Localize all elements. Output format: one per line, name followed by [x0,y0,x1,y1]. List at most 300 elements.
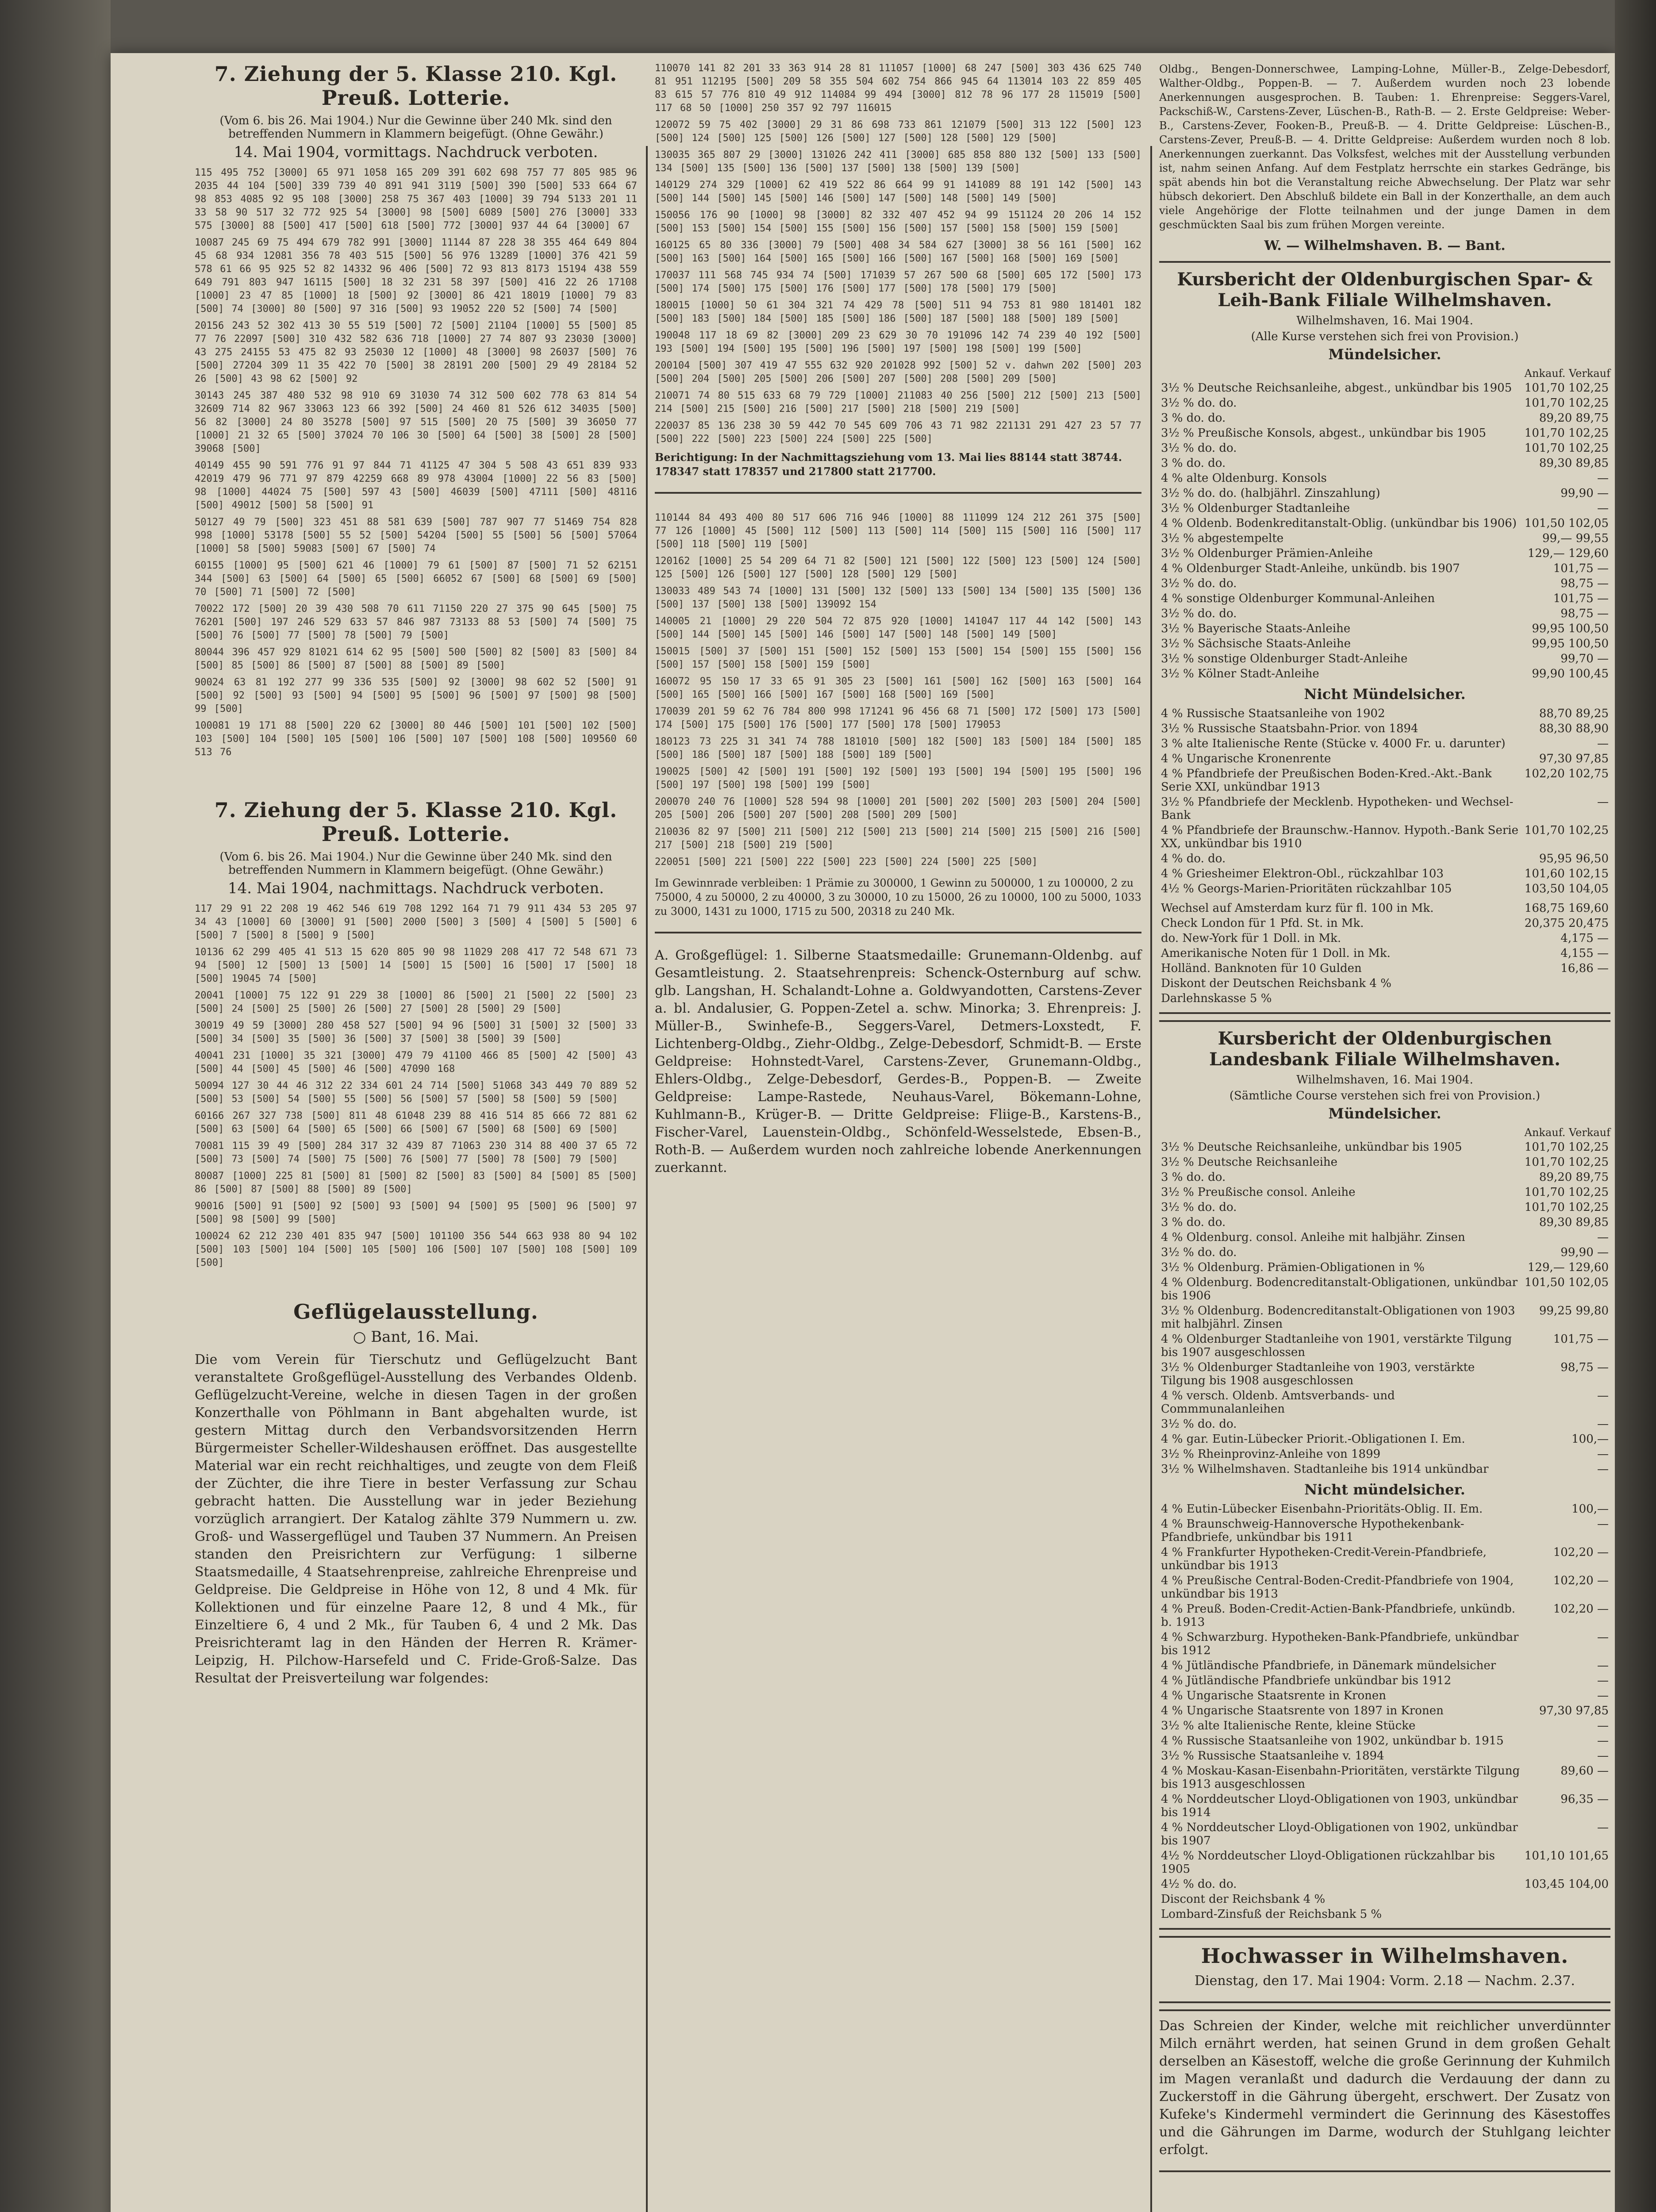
kurs-row-label: 3½ % Kölner Stadt-Anleihe [1161,667,1319,680]
colB-block: 180015 [1000] 50 61 304 321 74 429 78 [500] 511 94 753 81 980 181401 182 [500] 183 [500] 184 [500] 185 [500] 186 [500] 187 [500] 188 [500] 189 [500] [655,300,1141,324]
kurs-row-label: 4 % sonstige Oldenburger Kommunal-Anleihen [1161,592,1435,605]
kurs1-date: Wilhelmshaven, 16. Mai 1904. [1296,314,1473,327]
kurs2-note: (Sämtliche Course verstehen sich frei von Provision.) [1229,1089,1541,1102]
kurs-row [1159,1155,1610,1170]
kurs-row [1159,1140,1610,1155]
kurs-row-label: Holländ. Banknoten für 10 Gulden [1161,962,1362,975]
kurs-row-label: 4 % alte Oldenburg. Konsols [1161,472,1327,485]
kurs-row-label: 4 % Ungarische Staatsrente in Kronen [1161,1689,1387,1702]
kurs-row-value: 99,95 100,50 [1532,637,1609,650]
kurs-row [1159,501,1610,516]
kurs-row-label: 3½ % Preußische consol. Anleihe [1161,1186,1356,1199]
kurs-row [1159,1200,1610,1215]
kurs-row-value: 102,20 — [1553,1546,1609,1559]
colB-block: 150015 [500] 37 [500] 151 [500] 152 [500] 153 [500] 154 [500] 155 [500] 156 [500] 157 [500] 158 [500] 159 [500] [655,646,1141,670]
kurs-row [1159,795,1610,823]
kurs-row-label: 4 % Oldenburger Stadt-Anleihe, unkündb. bis 1907 [1161,562,1460,575]
colB-block: 140129 274 329 [1000] 62 419 522 86 664 99 91 141089 88 191 142 [500] 143 [500] 144 [500] 145 [500] 146 [500] 147 [500] 148 [500] 149 [500] [655,180,1141,204]
kurs-row-value: 101,70 102,25 [1524,1186,1609,1199]
kurs-row-value: — [1597,1719,1609,1732]
kurs-row-label: 4 % Preuß. Boden-Credit-Actien-Bank-Pfandbriefe, unkündb. b. 1913 [1161,1602,1516,1629]
kurs-row-label: 3½ % Russische Staatsanleihe v. 1894 [1161,1749,1384,1763]
kurs-row-value: 101,75 — [1553,562,1609,575]
kurs-row-label: 3½ % do. do. [1161,1201,1237,1214]
kurs-row-value: 89,20 89,75 [1539,411,1609,425]
kurs-row [1159,751,1610,766]
kurs-row [1159,621,1610,636]
kurs-row-label: 3½ % Oldenburg. Prämien-Obligationen in % [1161,1261,1425,1274]
colB-block: 110144 84 493 400 80 517 606 716 946 [1000] 88 111099 124 212 261 375 [500] 77 126 [1000] 45 [500] 112 [500] 113 [500] 114 [500] 115 [500] 116 [500] 117 [500] 118 [500] 119 [500] [655,512,1141,550]
lottery2-numbers [195,902,637,1270]
lottery2-subtitle: (Vom 6. bis 26. Mai 1904.) Nur die Gewinne über 240 Mk. sind den betreffenden Nummern in Klammern beigefügt. (Ohne Gewähr.) [219,850,612,877]
kurs-row-label: 4 % Pfandbriefe der Braunschw.-Hannov. Hypoth.-Bank Serie XX, unkündbar bis 1910 [1161,824,1519,850]
kurs-row-value: 101,70 102,25 [1524,396,1609,410]
lottery2-block: 60166 267 327 738 [500] 811 48 61048 239 88 416 514 85 666 72 881 62 [500] 63 [500] 64 [500] 65 [500] 66 [500] 67 [500] 68 [500] 69 [500] [195,1110,637,1135]
kurs-row [1159,1763,1610,1792]
kurs2-table2 [1159,1502,1610,1922]
colB-block: 190025 [500] 42 [500] 191 [500] 192 [500] 193 [500] 194 [500] 195 [500] 196 [500] 197 [500] 198 [500] 199 [500] [655,766,1141,791]
kurs-row-label: 3½ % alte Italienische Rente, kleine Stücke [1161,1719,1416,1732]
kurs-row-label: 3½ % Bayerische Staats-Anleihe [1161,622,1351,635]
kurs-row-label: 3½ % Russische Staatsbahn-Prior. von 1894 [1161,722,1418,735]
kurs-row [1159,456,1610,471]
kurs-row-value: 101,75 — [1553,1333,1609,1346]
kurs-row-label: 3½ % Oldenburger Prämien-Anleihe [1161,547,1373,560]
kurs-row [1159,1601,1610,1630]
kurs-row-value: 101,70 102,25 [1524,1201,1609,1214]
colB-block: 150056 176 90 [1000] 98 [3000] 82 332 407 452 94 99 151124 20 206 14 152 [500] 153 [500] 154 [500] 155 [500] 156 [500] 157 [500] 158 [500] 159 [500] [655,210,1141,234]
kurs-row [1159,721,1610,736]
kurs-row [1159,1185,1610,1200]
kurs-row [1159,1462,1610,1477]
kurs-row [1159,901,1610,916]
colB-block: 110070 141 82 201 33 363 914 28 81 111057 [1000] 68 247 [500] 303 436 625 740 81 951 112195 [500] 209 58 355 504 602 754 866 945 64 113014 103 22 859 405 83 615 57 776 810 49 912 114084 99 494 [3000] 812 78 96 177 28 115019 [500] 117 68 50 [1000] 250 357 92 797 116015 [655,63,1141,114]
kurs-row-value: — [1597,1517,1609,1531]
colB-block: 190048 117 18 69 82 [3000] 209 23 629 30 70 191096 142 74 239 40 192 [500] 193 [500] 194 [500] 195 [500] 196 [500] 197 [500] 198 [500] 199 [500] [655,330,1141,354]
colB-block: 210036 82 97 [500] 211 [500] 212 [500] 213 [500] 214 [500] 215 [500] 216 [500] 217 [500] 218 [500] 219 [500] [655,826,1141,851]
lottery1-block: 20156 243 52 302 413 30 55 519 [500] 72 [500] 21104 [1000] 55 [500] 85 77 76 22097 [500] 310 432 582 636 718 [1000] 27 74 807 93 23030 [3000] 43 275 24155 53 475 82 93 25030 12 [1000] 48 [3000] 98 26037 [500] 76 [500] 27204 309 11 35 422 70 [500] 38 28191 200 [500] 29 49 28184 52 26 [500] 43 98 62 [500] 92 [195,320,637,384]
kurs-row-value: 99,70 — [1560,652,1609,665]
kurs1-note: (Alle Kurse verstehen sich frei von Provision.) [1251,330,1519,343]
kurs-row [1159,1303,1610,1332]
colB-block: 120162 [1000] 25 54 209 64 71 82 [500] 121 [500] 122 [500] 123 [500] 124 [500] 125 [500] 126 [500] 127 [500] 128 [500] 129 [500] [655,556,1141,580]
kurs-row-value: — [1597,1689,1609,1702]
kurs-row [1159,1332,1610,1360]
kurs-row [1159,1733,1610,1748]
column-rule [646,146,648,2212]
kurs-row-value: 129,— 129,60 [1527,1261,1609,1274]
kurs-row-value: 100,— [1571,1502,1609,1516]
kurs-row-value: — [1597,1674,1609,1687]
kurs-row-value: — [1597,795,1609,809]
kurs-row-label: Diskont der Deutschen Reichsbank 4 % [1161,977,1391,990]
kurs-row [1159,946,1610,961]
kurs-row-value: 101,75 — [1553,592,1609,605]
lottery1-numbers [195,166,637,759]
kurs-row-value: — [1597,1463,1609,1476]
kurs-row-label: Lombard-Zinsfuß der Reichsbank 5 % [1161,1908,1382,1921]
kurs-row-label: 3½ % Preußische Konsols, abgest., unkündbar bis 1905 [1161,426,1487,440]
section-rule [655,932,1141,933]
kurs-row [1159,636,1610,651]
kurs-row [1159,1215,1610,1230]
colB-block: 130033 489 543 74 [1000] 131 [500] 132 [500] 133 [500] 134 [500] 135 [500] 136 [500] 137 [500] 138 [500] 139092 154 [655,586,1141,610]
lottery1-block: 90024 63 81 192 277 99 336 535 [500] 92 [3000] 98 602 52 [500] 91 [500] 92 [500] 93 [500] 94 [500] 95 [500] 96 [500] 97 [500] 98 [500] 99 [500] [195,677,637,714]
kurs-row-value: 98,75 — [1560,607,1609,620]
kurs-row-label: 3½ % Rheinprovinz-Anleihe von 1899 [1161,1448,1381,1461]
kurs-row-label: 4 % Oldenb. Bodenkreditanstalt-Oblig. (unkündbar bis 1906) [1161,517,1517,530]
kurs-row-value: 101,60 102,15 [1524,867,1609,880]
kurs2-sec2: Nicht mündelsicher. [1304,1481,1465,1498]
column-c [1159,62,1610,2178]
kurs-row-value: — [1597,1821,1609,1834]
kurs1-box [1159,261,1610,1014]
kurs-row-label: 3 % do. do. [1161,411,1226,425]
kurs-row [1159,961,1610,976]
kurs-row-value: 168,75 169,60 [1524,902,1609,915]
kurs-row-label: 4 % Norddeutscher Lloyd-Obligationen von 1903, unkündbar bis 1914 [1161,1793,1518,1819]
kurs-row-label: 4 % Frankfurter Hypotheken-Credit-Verein-Pfandbriefe, unkündbar bis 1913 [1161,1546,1487,1572]
kurs-row [1159,1703,1610,1718]
kurs-row [1159,486,1610,501]
kurs-row-label: 4½ % Georgs-Marien-Prioritäten rückzahlbar 105 [1161,882,1452,895]
colB-block: 170039 201 59 62 76 784 800 998 171241 96 456 68 71 [500] 172 [500] 173 [500] 174 [500] 175 [500] 176 [500] 177 [500] 178 [500] 179053 [655,706,1141,730]
lottery2-block: 10136 62 299 405 41 513 15 620 805 90 98 11029 208 417 72 548 671 73 94 [500] 12 [500] 13 [500] 14 [500] 15 [500] 16 [500] 17 [500] 18 [500] 19045 74 [500] [195,947,637,984]
lottery1-dateline: 14. Mai 1904, vormittags. Nachdruck verboten. [234,143,598,161]
kurs-row-value: 102,20 102,75 [1524,767,1609,780]
kurs-row-value: — [1597,1389,1609,1402]
kurs-row [1159,380,1610,396]
kurs-row [1159,1907,1610,1922]
kurs-row-value: 99,— 99,55 [1542,532,1609,545]
kurs-row-value: 101,70 102,25 [1524,824,1609,837]
lottery1-block: 10087 245 69 75 494 679 782 991 [3000] 11144 87 228 38 355 464 649 804 45 68 934 12081 356 78 403 515 [500] 56 976 13289 [1000] 376 421 59 578 61 66 95 925 52 82 14332 96 406 [500] 72 93 813 8173 15194 438 559 649 791 803 947 16115 [500] 18 32 231 58 397 [500] 416 22 26 17108 [1000] 23 47 85 [1000] 18 [500] 92 [3000] 86 421 18019 [1000] 79 83 [500] 74 [3000] 80 [500] 97 316 [500] 93 19052 220 52 [500] 74 [500] [195,237,637,315]
kurs-row-label: 4 % Jütländische Pfandbriefe unkündbar bis 1912 [1161,1674,1452,1687]
kurs-row [1159,471,1610,486]
lottery2-block: 100024 62 212 230 401 835 947 [500] 101100 356 544 663 938 80 94 102 [500] 103 [500] 104 [500] 105 [500] 106 [500] 107 [500] 108 [500] 109 [500] [195,1231,637,1268]
kurs-row-value: 101,50 102,05 [1524,517,1609,530]
kurs-row-value [1523,991,1610,1006]
kurs-row-label: Amerikanische Noten für 1 Doll. in Mk. [1161,947,1391,960]
colB-block: 220051 [500] 221 [500] 222 [500] 223 [500] 224 [500] 225 [500] [655,856,1038,868]
lottery1-block: 115 495 752 [3000] 65 971 1058 165 209 391 602 698 757 77 805 985 96 2035 44 104 [500] 339 739 40 891 941 3119 [500] 390 [500] 533 664 67 98 853 4085 92 95 108 [3000] 258 75 367 403 [1000] 39 794 5133 201 11 33 58 90 517 32 772 925 54 [3000] 98 [500] 6089 [500] 276 [3000] 333 575 [3000] 88 [500] 417 [500] 618 [500] 772 [3000] 937 44 64 [3000] 67 [195,167,637,231]
kurs-row-label: 4 % versch. Oldenb. Amtsverbands- und Commmunalanleihen [1161,1389,1395,1416]
kurs-row-label: 3½ % do. do. [1161,577,1237,590]
colB-block: 160072 95 150 17 33 65 91 305 23 [500] 161 [500] 162 [500] 163 [500] 164 [500] 165 [500] 166 [500] 167 [500] 168 [500] 169 [500] [655,676,1141,700]
kurs-row [1159,606,1610,621]
kurs-row-value: 89,20 89,75 [1539,1171,1609,1184]
kurs-row-label: 4 % Pfandbriefe der Preußischen Boden-Kred.-Akt.-Bank Serie XXI, unkündbar 1913 [1161,767,1492,794]
kurs-row-value: 98,75 — [1560,1361,1609,1374]
kurs-row [1159,1260,1610,1275]
kurs-row-value: 101,50 102,05 [1524,1276,1609,1289]
kurs1-head: Ankauf. Verkauf [1524,367,1610,380]
kurs-row-label: 4 % Russische Staatsanleihe von 1902 [1161,707,1385,720]
kurs-row-label: 4 % Schwarzburg. Hypotheken-Bank-Pfandbriefe, unkündbar bis 1912 [1161,1631,1519,1657]
book-binding [0,0,111,2212]
kurs-row [1159,396,1610,411]
colC-top-text: Oldbg., Bengen-Donnerschwee, Lamping-Lohne, Müller-B., Zelge-Debesdorf, Walther-Oldbg., Poppen-B. — 7. Außerdem wurden noch 23 lobende Anerkennungen ausgesprochen. B. Tauben: 1. Ehrenpreise: Seggers-Varel, Packschiß-W., Carstens-Zever, Lüschen-B., Rath-B. — 2. Erste Geldpreise: Weber-B., Carstens-Zever, Fooken-B., Preuß-B. — 4. Dritte Geldpreise: Lüschen-B., Carstens-Zever, Preuß-B. — 4. Dritte Geldpreise: Außerdem wurden noch 8 lob. Anerkennungen zuerkannt. Das Volksfest, welches mit der Ausstellung verbunden ist, nahm seinen Anfang. Auf dem Festplatz herrschte ein starkes Gedränge, bis spät abends hin bot die Veranstaltung reiche Abwechselung. Der Platz war sehr hübsch dekoriert. Den Abschluß bildete ein Ball in der Konzerthalle, an dem auch viele Angehörige der Flotte teilnahmen und der junge Damen in dem geschmückten Saal bis zum frühen Morgen vereinte. [1159,63,1610,231]
lottery2-block: 80087 [1000] 225 81 [500] 81 [500] 82 [500] 83 [500] 84 [500] 85 [500] 86 [500] 87 [500] 88 [500] 89 [500] [195,1171,637,1195]
kurs-row-label: 3½ % do. do. [1161,607,1237,620]
kurs-row-label: 3½ % Sächsische Staats-Anleihe [1161,637,1351,650]
kurs-row-value: — [1597,1734,1609,1747]
kurs-row-label: 4 % do. do. [1161,852,1226,865]
kurs-row-value: 89,60 — [1560,1764,1609,1778]
gefl-results: A. Großgeflügel: 1. Silberne Staatsmedaille: Grunemann-Oldenbg. auf Gesamtleistung. 2. Staatsehrenpreis: Schenck-Osternburg auf schw. glb. Langshan, H. Schalandt-Lohne a. Goldwyandotten, Carstens-Zever a. bl. Andalusier, G. Poppen-Zetel a. schw. Minorka; 3. Ehrenpreis: J. Müller-B., Swinhefe-B., Seggers-Varel, Detmers-Loxstedt, F. Lichtenberg-Oldbg., Ziehr-Oldbg., Zelge-Debesdorf, Schmidt-B. — Erste Geldpreise: Hohnstedt-Varel, Carstens-Zever, Grunemann-Oldbg., Ehlers-Oldbg., Zelge-Debesdorf, Gerdes-B., Poppen-B. — Zweite Geldpreise: Lampe-Rastede, Neuhaus-Varel, Bökemann-Lohne, Kuhlmann-B., Krüger-B. — Dritte Geldpreise: Fliige-B., Karstens-B., Fischer-Varel, Lauenstein-Oldbg., Schönfeld-Wesselstede, Ebsen-B., Roth-B. — Außerdem wurden noch zahlreiche lobende Anerkennungen zuerkannt. [655,948,1141,1175]
kurs-row [1159,1517,1610,1545]
kurs-row-label: 4 % Jütländische Pfandbriefe, in Dänemark mündelsicher [1161,1659,1496,1672]
kurs1-table2 [1159,706,1610,896]
kurs-row-value: 129,— 129,60 [1527,547,1609,560]
lottery1-block: 70022 172 [500] 20 39 430 508 70 611 71150 220 27 375 90 645 [500] 75 76201 [500] 197 246 529 633 57 846 987 73133 88 53 [500] 74 [500] 75 [500] 76 [500] 77 [500] 78 [500] 79 [500] [195,603,637,641]
column-a [195,62,637,1693]
kurs-row-value: 101,70 102,25 [1524,442,1609,455]
colB-block: 200070 240 76 [1000] 528 594 98 [1000] 201 [500] 202 [500] 203 [500] 204 [500] 205 [500] 206 [500] 207 [500] 208 [500] 209 [500] [655,796,1141,821]
kurs-row [1159,531,1610,546]
kurs-row-label: 4½ % do. do. [1161,1878,1237,1891]
kurs-row-label: 4 % Ungarische Staatsrente von 1897 in Kronen [1161,1704,1444,1717]
gefl-dateline: ○ Bant, 16. Mai. [353,1328,479,1346]
kurs-row-value: 101,70 102,25 [1524,1141,1609,1154]
kurs2-sec1: Mündelsicher. [1328,1105,1441,1122]
kurs-row-value: — [1597,502,1609,515]
colB-top-numbers [655,62,1141,446]
hochwasser-text: Dienstag, den 17. Mai 1904: Vorm. 2.18 — Nachm. 2.37. [1195,1973,1575,1989]
kurs-row [1159,1820,1610,1848]
kurs-row [1159,866,1610,881]
kurs-row-value: 95,95 96,50 [1539,852,1609,865]
kurs-row [1159,1877,1610,1892]
hochwasser-title: Hochwasser in Wilhelmshaven. [1201,1944,1569,1968]
kurs-row-label: 4 % Moskau-Kasan-Eisenbahn-Prioritäten, verstärkte Tilgung bis 1913 ausgeschlossen [1161,1764,1520,1791]
lottery1-block: 30143 245 387 480 532 98 910 69 31030 74 312 500 602 778 63 814 54 32609 714 82 967 33063 123 66 392 [500] 24 460 81 526 612 34035 [500] 56 82 [3000] 24 80 35278 [500] 97 515 [500] 20 75 [500] 39 36050 77 [1000] 21 32 65 [500] 37024 70 106 30 [500] 64 [500] 38 [500] 28 [500] 39068 [500] [195,390,637,454]
column-rule [1150,146,1152,2212]
kurs-row-label: 3½ % Deutsche Reichsanleihe, unkündbar bis 1905 [1161,1141,1462,1154]
kurs-row-value: 99,90 — [1560,487,1609,500]
kurs-row [1159,1688,1610,1703]
kurs-row [1159,1545,1610,1573]
kurs1-title: Kursbericht der Oldenburgischen Spar- & Leih-Bank Filiale Wilhelmshaven. [1177,269,1593,311]
lottery1-block: 50127 49 79 [500] 323 451 88 581 639 [500] 787 907 77 51469 754 828 998 [1000] 53178 [500] 55 52 [500] 54204 [500] 55 [500] 56 [500] 57064 [1000] 58 [500] 59083 [500] 67 [500] 74 [195,517,637,554]
kurs-row [1159,1170,1610,1185]
kurs-row-label: 4 % Oldenburg. Bodencreditanstalt-Obligationen, unkündbar bis 1906 [1161,1276,1518,1302]
kurs-row-label: 3½ % Oldenburg. Bodencreditanstalt-Obligationen von 1903 mit halbjährl. Zinsen [1161,1304,1515,1331]
gefl-text: Die vom Verein für Tierschutz und Geflügelzucht Bant veranstaltete Großgeflügel-Ausstellung des Verbandes Oldenb. Geflügelzucht-Vereine, welche in diesen Tagen in der großen Konzerthalle von Pöhlmann in Bant abgehalten wurde, ist gestern Mittag durch den Verbandsvorsitzenden Herrn Bürgermeister Scheller-Wildeshausen eröffnet. Das ausgestellte Material war ein recht reichhaltiges, und zeugte von dem Fleiß der Züchter, die ihre Tiere in bester Verfassung zur Schau gebracht hatten. Die Ausstellung war in jeder Beziehung vorzüglich arrangiert. Der Katalog zählte 379 Nummern u. zw. Groß- und Wassergeflügel und Tauben 37 Nummern. An Preisen standen den Preisrichtern zur Verfügung: 1 silberne Staatsmedaille, 4 Staatsehrenpreise, zahlreiche Ehrenpreise und Geldpreise. Die Geldpreise in Höhe von 12, 8 und 4 Mk. für Kollektionen und für einzelne Paare 12, 8 und 4 Mk., für Einzeltiere 6, 4 und 2 Mk., für Tauben 6, 4 und 2 Mk. Das Preisrichteramt lag in den Händen der Herren R. Krämer-Leipzig, H. Pilchow-Harsefeld und C. Fride-Groß-Salze. Das Resultat der Preisverteilung war folgendes: [195,1352,637,1686]
kurs-row-label: 4 % Oldenburg. consol. Anleihe mit halbjähr. Zinsen [1161,1231,1465,1244]
kurs-row [1159,441,1610,456]
kurs-row-label: 4 % Oldenburger Stadtanleihe von 1901, verstärkte Tilgung bis 1907 ausgeschlossen [1161,1333,1512,1359]
kurs-row [1159,426,1610,441]
kurs-row-value: 99,25 99,80 [1539,1304,1609,1317]
kurs1-table [1159,380,1610,681]
kurs-row [1159,1748,1610,1763]
kurs-row-label: 4 % Russische Staatsanleihe von 1902, unkündbar b. 1915 [1161,1734,1504,1747]
colB-block: 130035 365 807 29 [3000] 131026 242 411 [3000] 685 858 880 132 [500] 133 [500] 134 [500] 135 [500] 136 [500] 137 [500] 138 [500] 139 [500] [655,150,1141,174]
kurs-row-value: 97,30 97,85 [1539,1704,1609,1717]
lottery1-title: 7. Ziehung der 5. Klasse 210. Kgl. Preuß. Lotterie. [214,62,618,110]
kurs-row-value: 103,50 104,05 [1524,882,1609,895]
kurs-row-label: 3½ % do. do. [1161,442,1237,455]
lottery2-block: 30019 49 59 [3000] 280 458 527 [500] 94 96 [500] 31 [500] 32 [500] 33 [500] 34 [500] 35 [500] 36 [500] 37 [500] 38 [500] 39 [500] [195,1020,637,1045]
colB-block: 180123 73 225 31 341 74 788 181010 [500] 182 [500] 183 [500] 184 [500] 185 [500] 186 [500] 187 [500] 188 [500] 189 [500] [655,736,1141,760]
kurs2-head: Ankauf. Verkauf [1524,1126,1610,1139]
remaining-prizes: Im Gewinnrade verbleiben: 1 Prämie zu 300000, 1 Gewinn zu 500000, 1 zu 100000, 2 zu 75000, 4 zu 50000, 2 zu 40000, 3 zu 30000, 10 zu 15000, 26 zu 10000, 100 zu 5000, 1033 zu 3000, 1431 zu 1000, 1715 zu 500, 20318 zu 240 Mk. [655,877,1141,918]
kurs-row [1159,1673,1610,1688]
kurs-row [1159,1792,1610,1820]
kurs-row-label: 3½ % sonstige Oldenburger Stadt-Anleihe [1161,652,1408,665]
kurs-row-value: — [1597,1659,1609,1672]
lottery1-block: 60155 [1000] 95 [500] 621 46 [1000] 79 61 [500] 87 [500] 71 52 62151 344 [500] 63 [500] 64 [500] 65 [500] 66052 67 [500] 68 [500] 69 [500] 70 [500] 71 [500] 72 [500] [195,560,637,598]
kurs-row-label: 3 % alte Italienische Rente (Stücke v. 4000 Fr. u. darunter) [1161,737,1506,750]
lottery1-block: 40149 455 90 591 776 91 97 844 71 41125 47 304 5 508 43 651 839 933 42019 479 96 771 97 879 42259 668 89 978 43004 [1000] 22 56 83 [500] 98 [1000] 44024 75 [500] 597 43 [500] 46039 [500] 47111 [500] 48116 [500] 49012 [500] 58 [500] 91 [195,460,637,511]
kurs-row-label: 3 % do. do. [1161,1216,1226,1229]
kurs-row-label: 3½ % do. do. [1161,1417,1237,1431]
lottery2-block: 117 29 91 22 208 19 462 546 619 708 1292 164 71 79 911 434 53 205 97 34 43 [1000] 60 [3000] 91 [500] 2000 [500] 3 [500] 4 [500] 5 [500] 6 [500] 7 [500] 8 [500] 9 [500] [195,903,637,941]
kurs-row [1159,916,1610,931]
kurs-row [1159,706,1610,721]
kurs-row [1159,991,1610,1006]
colC-top-signature: W. — Wilhelmshaven. B. — Bant. [1264,238,1506,253]
kurs-row-label: 4½ % Norddeutscher Lloyd-Obligationen rückzahlbar bis 1905 [1161,1849,1495,1876]
kurs2-table [1159,1140,1610,1477]
advert-box [1159,2009,1610,2172]
colB-block: 120072 59 75 402 [3000] 29 31 86 698 733 861 121079 [500] 313 122 [500] 123 [500] 124 [500] 125 [500] 126 [500] 127 [500] 128 [500] 129 [500] [655,119,1141,144]
kurs-row [1159,411,1610,426]
kurs2-title: Kursbericht der Oldenburgischen Landesbank Filiale Wilhelmshaven. [1209,1028,1561,1070]
kurs-row-value: 88,30 88,90 [1539,722,1609,735]
kurs-row-label: Wechsel auf Amsterdam kurz für fl. 100 in Mk. [1161,902,1434,915]
kurs-row [1159,1245,1610,1260]
kurs-row-label: 3 % do. do. [1161,457,1226,470]
lottery2-block: 90016 [500] 91 [500] 92 [500] 93 [500] 94 [500] 95 [500] 96 [500] 97 [500] 98 [500] 99 [500] [195,1201,637,1225]
kurs-row [1159,1658,1610,1673]
section-rule [655,492,1141,494]
advert-text: Das Schreien der Kinder, welche mit reichlicher unverdünnter Milch ernährt werden, hat seinen Grund in dem großen Gehalt derselben an Käsestoff, welche die große Gerinnung der Kuhmilch im Magen veranlaßt und dadurch die Verdauung der dann zu Zuckerstoff in die Gährung übergeht, erschwert. Der Zusatz von Kufeke's Kindermehl vermindert die Gerinnung des Käsestoffes und die Gährungen im Darme, wodurch der Stuhlgang leichter erfolgt. [1159,2018,1610,2158]
kurs-row-label: 3½ % do. do. [1161,1246,1237,1259]
kurs-row-value: 99,95 100,50 [1532,622,1609,635]
kurs-row [1159,736,1610,751]
kurs-row [1159,1630,1610,1658]
kurs-row-label: 3 % do. do. [1161,1171,1226,1184]
kurs-row-label: 4 % Braunschweig-Hannoversche Hypothekenbank-Pfandbriefe, unkündbar bis 1911 [1161,1517,1464,1544]
colB-block: 170037 111 568 745 934 74 [500] 171039 57 267 500 68 [500] 605 172 [500] 173 [500] 174 [500] 175 [500] 176 [500] 177 [500] 178 [500] 179 [500] [655,270,1141,294]
kurs-row-label: do. New-York für 1 Doll. in Mk. [1161,932,1341,945]
kurs-row-value: 96,35 — [1560,1793,1609,1806]
kurs-row-value: 97,30 97,85 [1539,752,1609,765]
kurs-row-value: 98,75 — [1560,577,1609,590]
colB-mid-numbers [655,511,1141,869]
kurs-row-value: 88,70 89,25 [1539,707,1609,720]
kurs-row [1159,546,1610,561]
kurs-row-value: 102,20 — [1553,1602,1609,1616]
kurs-row [1159,1417,1610,1432]
kurs-row-label: 4 % Griesheimer Elektron-Obl., rückzahlbar 103 [1161,867,1444,880]
kurs-row [1159,881,1610,896]
kurs-row [1159,1718,1610,1733]
lottery2-block: 70081 115 39 49 [500] 284 317 32 439 87 71063 230 314 88 400 37 65 72 [500] 73 [500] 74 [500] 75 [500] 76 [500] 77 [500] 78 [500] 79 [500] [195,1141,637,1165]
kurs-row-label: 3½ % Deutsche Reichsanleihe, abgest., unkündbar bis 1905 [1161,381,1512,395]
kurs-row [1159,591,1610,606]
kurs-row-label: 4 % gar. Eutin-Lübecker Priorit.-Obligationen I. Em. [1161,1432,1465,1446]
kurs-row [1159,851,1610,866]
kurs-row-value: 4,155 — [1560,947,1609,960]
kurs-row [1159,516,1610,531]
kurs-row-label: Check London für 1 Pfd. St. in Mk. [1161,917,1364,930]
hochwasser-box [1159,1936,1610,2003]
kurs-row [1159,1432,1610,1447]
page-edge-shadow [1615,0,1656,2212]
kurs-row [1159,576,1610,591]
kurs-row-value: — [1597,737,1609,750]
kurs-row [1159,1230,1610,1245]
lottery1-subtitle: (Vom 6. bis 26. Mai 1904.) Nur die Gewinne über 240 Mk. sind den betreffenden Nummern in Klammern beigefügt. (Ohne Gewähr.) [219,114,612,141]
kurs-row [1159,823,1610,851]
kurs-row [1159,976,1610,991]
kurs-row-value: 103,45 104,00 [1524,1878,1609,1891]
kurs-row-value: 16,86 — [1560,962,1609,975]
colB-block: 200104 [500] 307 419 47 555 632 920 201028 992 [500] 52 v. dahwn 202 [500] 203 [500] 204 [500] 205 [500] 206 [500] 207 [500] 208 [500] 209 [500] [655,360,1141,384]
colB-block: 140005 21 [1000] 29 220 504 72 875 920 [1000] 141047 117 44 142 [500] 143 [500] 144 [500] 145 [500] 146 [500] 147 [500] 148 [500] 149 [500] [655,616,1141,640]
kurs-row-label: 3½ % Pfandbriefe der Mecklenb. Hypotheken- und Wechsel-Bank [1161,795,1514,822]
lottery2-block: 40041 231 [1000] 35 321 [3000] 479 79 41100 466 85 [500] 42 [500] 43 [500] 44 [500] 45 [500] 46 [500] 47090 168 [195,1050,637,1075]
lottery2-block: 20041 [1000] 75 122 91 229 38 [1000] 86 [500] 21 [500] 22 [500] 23 [500] 24 [500] 25 [500] 26 [500] 27 [500] 28 [500] 29 [500] [195,990,637,1014]
kurs2-date: Wilhelmshaven, 16. Mai 1904. [1296,1073,1473,1087]
kurs-row [1159,1892,1610,1907]
kurs-row [1159,766,1610,795]
kurs-row-value: 101,70 102,25 [1524,426,1609,440]
colB-block: 160125 65 80 336 [3000] 79 [500] 408 34 584 627 [3000] 38 56 161 [500] 162 [500] 163 [500] 164 [500] 165 [500] 166 [500] 167 [500] 168 [500] 169 [500] [655,240,1141,264]
kurs-row-value: — [1597,472,1609,485]
kurs-row-value: — [1597,1631,1609,1644]
kurs-row-value: — [1597,1749,1609,1763]
kurs1-table3 [1159,901,1610,1006]
kurs-row [1159,1848,1610,1877]
kurs-row [1159,1447,1610,1462]
kurs-row-label: 3½ % Deutsche Reichsanleihe [1161,1156,1338,1169]
kurs-row-value: 100,— [1571,1432,1609,1446]
lottery2-block: 50094 127 30 44 46 312 22 334 601 24 714 [500] 51068 343 449 70 889 52 [500] 53 [500] 54 [500] 55 [500] 56 [500] 57 [500] 58 [500] 59 [500] [195,1080,637,1105]
lottery1-block: 100081 19 171 88 [500] 220 62 [3000] 80 446 [500] 101 [500] 102 [500] 103 [500] 104 [500] 105 [500] 106 [500] 107 [500] 108 [500] 109560 60 513 76 [195,720,637,758]
colB-block: 220037 85 136 238 30 59 442 70 545 609 706 43 71 982 221131 291 427 23 57 77 [500] 222 [500] 223 [500] 224 [500] 225 [500] [655,420,1141,445]
kurs2-box [1159,1020,1610,1930]
kurs-row-value: 101,70 102,25 [1524,381,1609,395]
kurs-row-value: 89,30 89,85 [1539,457,1609,470]
kurs-row [1159,1573,1610,1601]
kurs-row [1159,1360,1610,1388]
kurs-row-value: 20,375 20,475 [1524,917,1609,930]
kurs-row-value: 4,175 — [1560,932,1609,945]
kurs-row-label: Discont der Reichsbank 4 % [1161,1893,1326,1906]
kurs-row-value: 102,20 — [1553,1574,1609,1587]
kurs-row-label: 3½ % do. do. (halbjährl. Zinszahlung) [1161,487,1380,500]
gefl-title: Geflügelausstellung. [293,1300,538,1324]
kurs-row-label: 4 % Eutin-Lübecker Eisenbahn-Prioritäts-Oblig. II. Em. [1161,1502,1483,1516]
kurs-row-label: 3½ % Wilhelmshaven. Stadtanleihe bis 1914 unkündbar [1161,1463,1489,1476]
kurs-row-label: Darlehnskasse 5 % [1161,992,1272,1005]
colB-block: 210071 74 80 515 633 68 79 729 [1000] 211083 40 256 [500] 212 [500] 213 [500] 214 [500] 215 [500] 216 [500] 217 [500] 218 [500] 219 [500] [655,390,1141,415]
kurs-row-value: — [1597,1231,1609,1244]
kurs-row [1159,651,1610,666]
kurs-row-value: 89,30 89,85 [1539,1216,1609,1229]
lottery1-block: 80044 396 457 929 81021 614 62 95 [500] 500 [500] 82 [500] 83 [500] 84 [500] 85 [500] 86 [500] 87 [500] 88 [500] 89 [500] [195,647,637,671]
kurs-row-value [1523,1892,1610,1907]
kurs-row-value: 99,90 — [1560,1246,1609,1259]
kurs-row-value: 101,10 101,65 [1524,1849,1609,1863]
column-b [655,62,1141,1182]
kurs-row-label: 4 % Preußische Central-Boden-Credit-Pfandbriefe von 1904, unkündbar bis 1913 [1161,1574,1514,1601]
kurs-row-label: 4 % Ungarische Kronenrente [1161,752,1331,765]
